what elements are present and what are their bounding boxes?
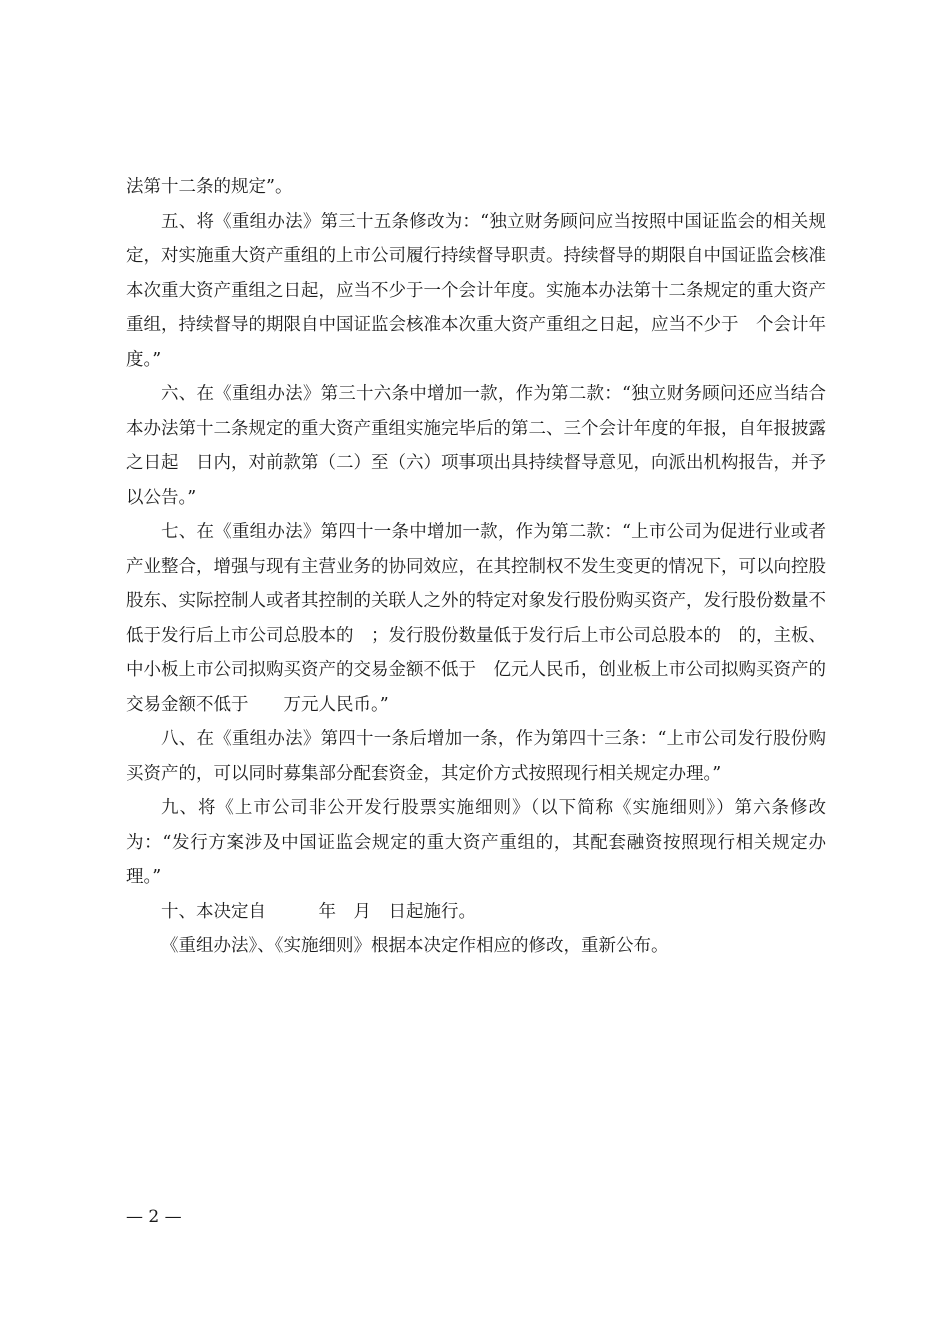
page-number: — 2 —: [126, 1207, 182, 1227]
paragraph-item-8: 八、在《重组办法》第四十一条后增加一条，作为第四十三条：“上市公司发行股份购买资产的，可以同时募集部分配套资金，其定价方式按照现行相关规定办理。”: [126, 729, 826, 784]
paragraph-closing: 《重组办法》、《实施细则》根据本决定作相应的修改，重新公布。: [161, 936, 669, 956]
paragraph-item-5: 五、将《重组办法》第三十五条修改为：“独立财务顾问应当按照中国证监会的相关规定，对实施重大资产重组的上市公司履行持续督导职责。持续督导的期限自中国证监会核准本次重大资产重组之日起，应当不少于一个会计年度。实施本办法第十二条规定的重大资产重组，持续督导的期限自中国证监会核准本次重大资产重组之日起，应当不少于 个会计年度。”: [126, 211, 826, 370]
paragraph-item-10: 十、本决定自 年 月 日起施行。: [161, 901, 476, 922]
paragraph-continuation: 法第十二条的规定”。: [126, 177, 293, 197]
document-body: [126, 170, 826, 964]
paragraph-item-7: 七、在《重组办法》第四十一条中增加一款，作为第二款：“上市公司为促进行业或者产业整合，增强与现有主营业务的协同效应，在其控制权不发生变更的情况下，可以向控股股东、实际控制人或者其控制的关联人之外的特定对象发行股份购买资产，发行股份数量不低于发行后上市公司总股本的 ；发行股份数量低于发行后上市公司总股本的 的，主板、中小板上市公司拟购买资产的交易金额不低于 亿元人民币，创业板上市公司拟购买资产的交易金额不低于 万元人民币。”: [126, 522, 826, 715]
paragraph-item-9: 九、将《上市公司非公开发行股票实施细则》（以下简称《实施细则》）第六条修改为：“发行方案涉及中国证监会规定的重大资产重组的，其配套融资按照现行相关规定办理。”: [126, 798, 826, 887]
paragraph-item-6: 六、在《重组办法》第三十六条中增加一款，作为第二款：“独立财务顾问还应当结合本办法第十二条规定的重大资产重组实施完毕后的第二、三个会计年度的年报，自年报披露之日起 日内，对前款第（二）至（六）项事项出具持续督导意见，向派出机构报告，并予以公告。”: [126, 384, 826, 508]
